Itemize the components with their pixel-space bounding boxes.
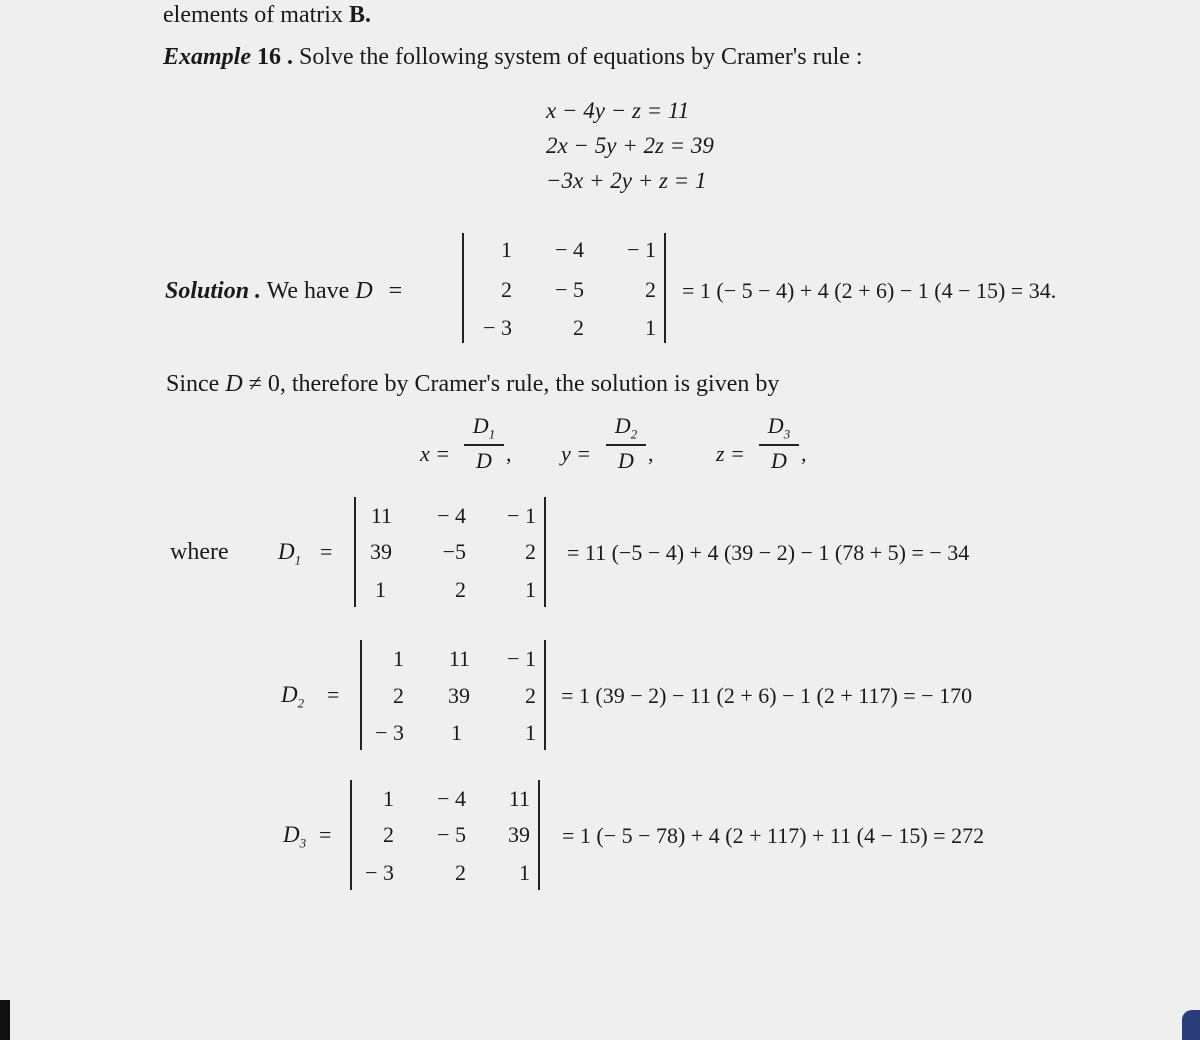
determinant-D2: 1 11 − 1 2 39 2 − 3 1 1 (360, 640, 550, 750)
D1-equals: = (320, 539, 333, 564)
determinant-D: 1 − 4 − 1 2 − 5 2 − 3 2 1 (462, 233, 672, 343)
x-fraction: $D_1$ D (464, 413, 504, 474)
where-label: where (170, 539, 229, 565)
example-label: Example (163, 44, 251, 70)
D1-name: $D_1$ (278, 539, 302, 568)
solution-label: Solution . (165, 278, 262, 304)
equation-3: −3x + 2y + z = 1 (546, 168, 707, 193)
since-line: Since D ≠ 0, therefore by Cramer's rule, the solution is given by (166, 371, 780, 397)
D3-equals: = (319, 822, 332, 847)
z-comma: , (801, 441, 807, 466)
y-fraction: $D_2$ D (606, 413, 646, 474)
example-heading (163, 44, 863, 71)
determinant-D1-result: = 11 (−5 − 4) + 4 (39 − 2) − 1 (78 + 5) = − 34 (567, 540, 970, 565)
D3-name: $D_3$ (283, 822, 307, 851)
x-lhs: x = (420, 441, 451, 466)
determinant-D1: 11 − 4 − 1 39 −5 2 1 2 1 (354, 497, 550, 607)
z-lhs: z = (716, 441, 745, 466)
y-comma: , (648, 441, 654, 466)
example-text: Solve the following system of equations by Cramer's rule : (299, 44, 863, 70)
page-edge-left (0, 1000, 10, 1040)
equation-2: 2x − 5y + 2z = 39 (546, 133, 714, 158)
z-fraction: $D_3$ D (759, 413, 799, 474)
solution-label-line: Solution . We have D = (165, 278, 403, 304)
example-number: 16 . (257, 44, 293, 70)
equation-1: x − 4y − z = 11 (546, 98, 690, 123)
page-edge-right (1182, 1010, 1200, 1040)
x-comma: , (506, 441, 512, 466)
determinant-D3-result: = 1 (− 5 − 78) + 4 (2 + 117) + 11 (4 − 15) = 272 (562, 823, 985, 848)
previous-text-line: elements of matrix B. (163, 2, 371, 28)
y-lhs: y = (561, 441, 592, 466)
determinant-D2-result: = 1 (39 − 2) − 11 (2 + 6) − 1 (2 + 117) = − 170 (561, 683, 973, 708)
D2-equals: = (327, 682, 340, 707)
D2-name: $D_2$ (281, 682, 305, 711)
determinant-D3: 1 − 4 11 2 − 5 39 − 3 2 1 (350, 780, 544, 890)
determinant-D-result: = 1 (− 5 − 4) + 4 (2 + 6) − 1 (4 − 15) = 34. (682, 278, 1057, 303)
